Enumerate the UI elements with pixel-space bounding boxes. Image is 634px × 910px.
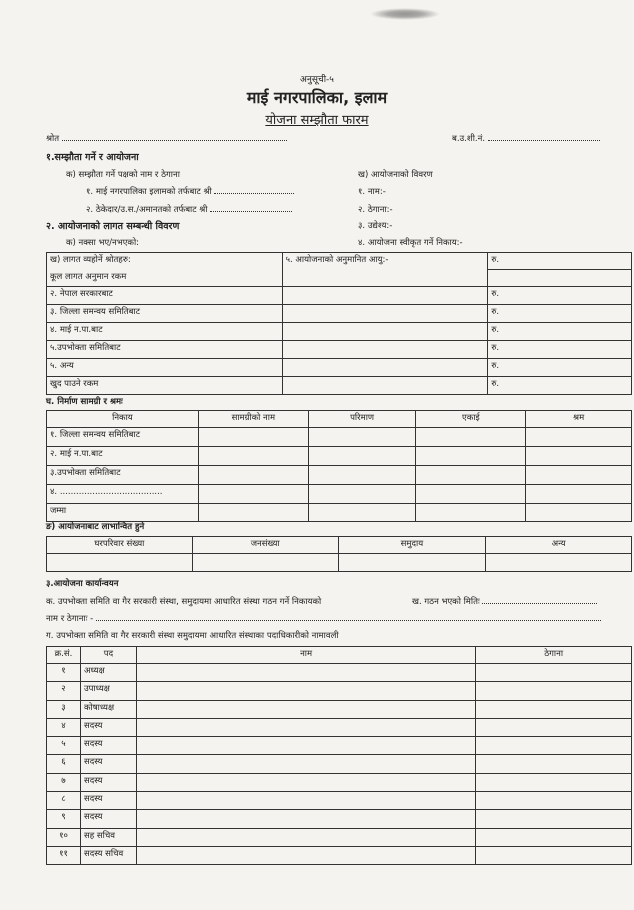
budget-code-field[interactable]: ब.उ.शी.नं. xyxy=(452,133,600,144)
estimated-life-field[interactable]: ५. आयोजनाको अनुमानित आयु:- xyxy=(282,253,488,287)
cost-row-label: ३. जिल्ला समन्वय समितिबाट xyxy=(47,305,283,323)
column-header: पद xyxy=(80,647,136,664)
net-amount-label: खुद पाउने रकम xyxy=(47,377,283,395)
approving-body-field[interactable]: ४. आयोजना स्वीकृत गर्ने निकाय:- xyxy=(358,238,463,248)
table-row: १ अध्यक्ष xyxy=(47,664,632,682)
table-row: ४. ...................................... xyxy=(47,485,632,504)
officials-table xyxy=(46,646,632,865)
column-header: अन्य xyxy=(486,537,632,554)
section1-title: १.सम्झौता गर्ने र आयोजना xyxy=(46,152,139,163)
table-row: १० सह सचिव xyxy=(47,828,632,846)
table-row: ३ कोषाध्यक्ष xyxy=(47,700,632,718)
party-label: क) सम्झौता गर्ने पक्षको नाम र ठेगाना xyxy=(66,170,180,180)
column-header: श्रम xyxy=(526,411,632,428)
amount-cell[interactable]: रु. xyxy=(488,253,632,270)
table-row: ४ सदस्य xyxy=(47,718,632,736)
table-row xyxy=(47,359,632,377)
table-row xyxy=(47,323,632,341)
table-row xyxy=(47,253,632,270)
total-cost-label: कूल लागत अनुमान रकम xyxy=(47,270,283,287)
section2-title: २. आयोजनाको लागत सम्बन्धी विवरण xyxy=(46,221,180,232)
column-header: समुदाय xyxy=(338,537,486,554)
municipality-party-field[interactable]: १. माई नगरपालिका इलामको तर्फबाट श्री xyxy=(86,186,294,197)
cost-table xyxy=(46,252,632,395)
amount-cell[interactable]: रु. xyxy=(488,287,632,305)
project-name-field[interactable]: १. नाम:- xyxy=(358,187,386,197)
map-status-label: क) नक्सा भए/नभएको: xyxy=(66,238,140,248)
project-objective-field[interactable]: ३. उद्येश्य:- xyxy=(358,221,393,231)
column-header: नाम xyxy=(136,647,475,664)
column-header: परिमाण xyxy=(308,411,416,428)
beneficiaries-title: ङ) आयोजनाबाट लाभान्वित हुने xyxy=(46,522,145,532)
materials-title: घ. निर्माण सामग्री र श्रमः xyxy=(46,397,123,407)
table-row: ९ सदस्य xyxy=(47,810,632,828)
form-title: योजना सम्झौता फारम xyxy=(265,113,369,128)
amount-cell[interactable]: रु. xyxy=(488,359,632,377)
column-header: जनसंख्या xyxy=(192,537,338,554)
schedule-label: अनुसूची-५ xyxy=(300,75,334,85)
ink-smudge xyxy=(370,8,440,20)
section3-title: ३.आयोजना कार्यान्वयन xyxy=(46,579,119,589)
table-row xyxy=(47,341,632,359)
table-row: ५ सदस्य xyxy=(47,737,632,755)
total-label: जम्मा xyxy=(47,504,199,522)
cost-row-label: ४. माई न.पा.बाट xyxy=(47,323,283,341)
amount-cell[interactable]: रु. xyxy=(488,305,632,323)
column-header: एकाई xyxy=(416,411,526,428)
column-header: निकाय xyxy=(47,411,199,428)
table-row: २ उपाध्यक्ष xyxy=(47,682,632,700)
table-row: ६ सदस्य xyxy=(47,755,632,773)
formation-date-field[interactable]: ख. गठन भएको मितिः xyxy=(412,596,597,607)
cost-row-label: ५.उपभोक्ता समितिबाट xyxy=(47,341,283,359)
materials-table xyxy=(46,410,632,522)
amount-cell[interactable]: रु. xyxy=(488,323,632,341)
contractor-party-field[interactable]: २. ठेकेदार/उ.स./अमानतको तर्फबाट श्री xyxy=(86,204,292,215)
table-row: ११ सदस्य सचिव xyxy=(47,846,632,864)
table-header-row xyxy=(47,537,632,554)
table-row xyxy=(47,377,632,395)
table-row xyxy=(47,554,632,572)
officials-list-label: ग. उपभोक्ता समिति वा गैर सरकारी संस्था समुदायमा आधारित संस्थाका पदाधिकारीको नामावली xyxy=(46,631,339,641)
project-address-field[interactable]: २. ठेगाना:- xyxy=(358,205,393,215)
table-header-row xyxy=(47,411,632,428)
cost-row-label: ५. अन्य xyxy=(47,359,283,377)
table-row: ७ सदस्य xyxy=(47,773,632,791)
table-header-row xyxy=(47,647,632,664)
table-row: ३.उपभोक्ता समितिबाट xyxy=(47,466,632,485)
amount-cell[interactable]: रु. xyxy=(488,341,632,359)
forming-body-label: क. उपभोक्ता समिति वा गैर सरकारी संस्था, समुदायमा आधारित संस्था गठन गर्ने निकायको xyxy=(46,597,322,607)
table-row xyxy=(47,305,632,323)
table-row: १. जिल्ला समन्वय समितिबाट xyxy=(47,428,632,447)
amount-cell[interactable]: रु. xyxy=(488,377,632,395)
table-row xyxy=(47,504,632,522)
project-detail-label: ख) आयोजनाको विवरण xyxy=(358,170,433,180)
amount-cell[interactable] xyxy=(488,270,632,287)
column-header: घरपरिवार संख्या xyxy=(47,537,193,554)
column-header: सामग्रीको नाम xyxy=(198,411,308,428)
source-field[interactable]: श्रोत xyxy=(46,133,287,144)
table-row xyxy=(47,287,632,305)
column-header: क्र.सं. xyxy=(47,647,81,664)
table-row: ८ सदस्य xyxy=(47,792,632,810)
table-row: २. माई न.पा.बाट xyxy=(47,447,632,466)
beneficiaries-table xyxy=(46,536,632,572)
name-address-field[interactable]: नाम र ठेगानाः - xyxy=(46,613,601,624)
municipality-title: माई नगरपालिका, इलाम xyxy=(246,88,388,107)
cost-source-label: ख) लागत व्यहोर्ने श्रोतहरु: xyxy=(47,253,283,270)
column-header: ठेगाना xyxy=(476,647,632,664)
cost-row-label: २. नेपाल सरकारबाट xyxy=(47,287,283,305)
